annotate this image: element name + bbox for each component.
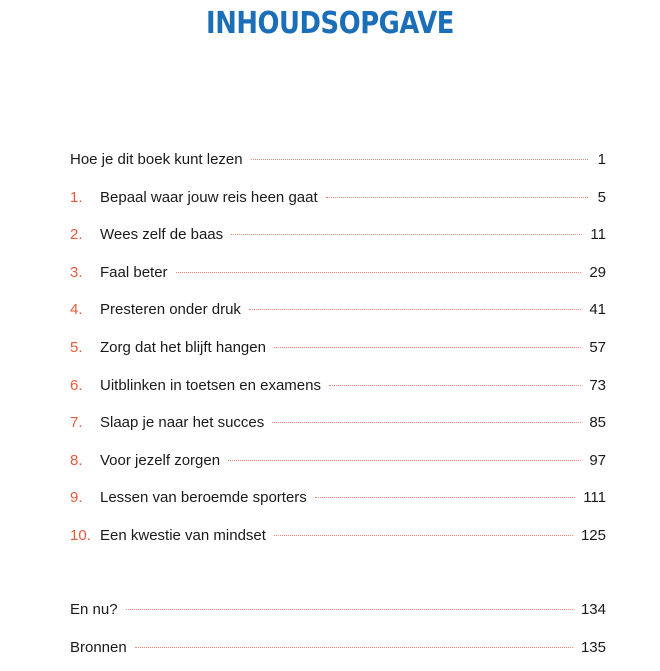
toc-page-number: 125 [580, 526, 606, 544]
leader-dots [251, 159, 588, 160]
toc-entry-chapter-8[interactable] [70, 447, 606, 485]
toc-page-number: 85 [589, 414, 606, 432]
toc-entry-en-nu[interactable] [70, 596, 606, 634]
toc-page-number: 111 [583, 489, 606, 507]
chapter-number: 6. [70, 376, 83, 394]
toc-entry-chapter-5[interactable] [70, 334, 606, 372]
leader-dots [231, 234, 582, 235]
toc-entry-label: Bronnen [70, 638, 127, 656]
chapter-number: 7. [70, 414, 83, 432]
chapter-number: 4. [70, 301, 83, 319]
leader-dots [135, 647, 573, 648]
leader-dots [176, 272, 582, 273]
leader-dots [228, 460, 581, 461]
toc-entry-label: Hoe je dit boek kunt lezen [70, 151, 243, 168]
chapter-number: 9. [70, 489, 83, 507]
toc-page-number: 29 [589, 263, 606, 281]
toc-entry-label: Faal beter [100, 263, 168, 281]
toc-page-number: 135 [580, 638, 606, 656]
toc-entry-label: Bepaal waar jouw reis heen gaat [100, 188, 318, 206]
toc-entry-label: Slaap je naar het succes [100, 414, 265, 432]
toc-page-number: 41 [589, 301, 606, 319]
page-title: INHOUDSOPGAVE [206, 6, 454, 41]
toc-entry-label: Een kwestie van mindset [100, 526, 266, 544]
toc-entry-chapter-9[interactable] [70, 484, 606, 522]
toc-entry-label: Zorg dat het blijft hangen [100, 338, 266, 356]
leader-dots [274, 535, 573, 536]
leader-dots [249, 309, 581, 310]
toc-page-number: 5 [597, 188, 606, 206]
toc-entry-label: Uitblinken in toetsen en examens [100, 376, 321, 394]
leader-dots [315, 497, 575, 498]
toc-entry-chapter-7[interactable] [70, 409, 606, 447]
chapter-number: 10. [70, 526, 91, 544]
toc-entry-label: Wees zelf de baas [100, 226, 224, 244]
toc-entry-chapter-3[interactable] [70, 259, 606, 297]
toc-entry-label: En nu? [70, 601, 118, 618]
leader-dots [326, 197, 588, 198]
toc-entry-chapter-10[interactable] [70, 522, 606, 560]
chapter-number: 2. [70, 226, 83, 244]
toc-entry-label: Lessen van beroemde sporters [100, 489, 307, 507]
toc-page-number: 57 [589, 338, 606, 356]
leader-dots [329, 385, 581, 386]
leader-dots [126, 609, 573, 610]
chapter-number: 3. [70, 263, 83, 281]
chapter-number: 5. [70, 338, 83, 356]
chapter-number: 1. [70, 188, 83, 206]
toc-entry-chapter-4[interactable] [70, 296, 606, 334]
toc-entry-chapter-2[interactable] [70, 221, 606, 259]
toc-entry-label: Voor jezelf zorgen [100, 451, 221, 469]
chapter-number: 8. [70, 451, 83, 469]
table-of-contents [70, 146, 606, 560]
toc-page-number: 11 [590, 226, 606, 244]
toc-entry-chapter-6[interactable] [70, 372, 606, 410]
toc-entry-bronnen[interactable] [70, 634, 606, 671]
toc-page-number: 97 [589, 451, 606, 469]
leader-dots [274, 347, 581, 348]
toc-entry-label: Presteren onder druk [100, 301, 241, 319]
toc-entry-chapter-1[interactable] [70, 184, 606, 222]
toc-page-number: 134 [580, 601, 606, 618]
toc-entry-intro[interactable] [70, 146, 606, 184]
leader-dots [272, 422, 581, 423]
toc-page-number: 73 [589, 376, 606, 394]
toc-page-number: 1 [597, 151, 606, 168]
